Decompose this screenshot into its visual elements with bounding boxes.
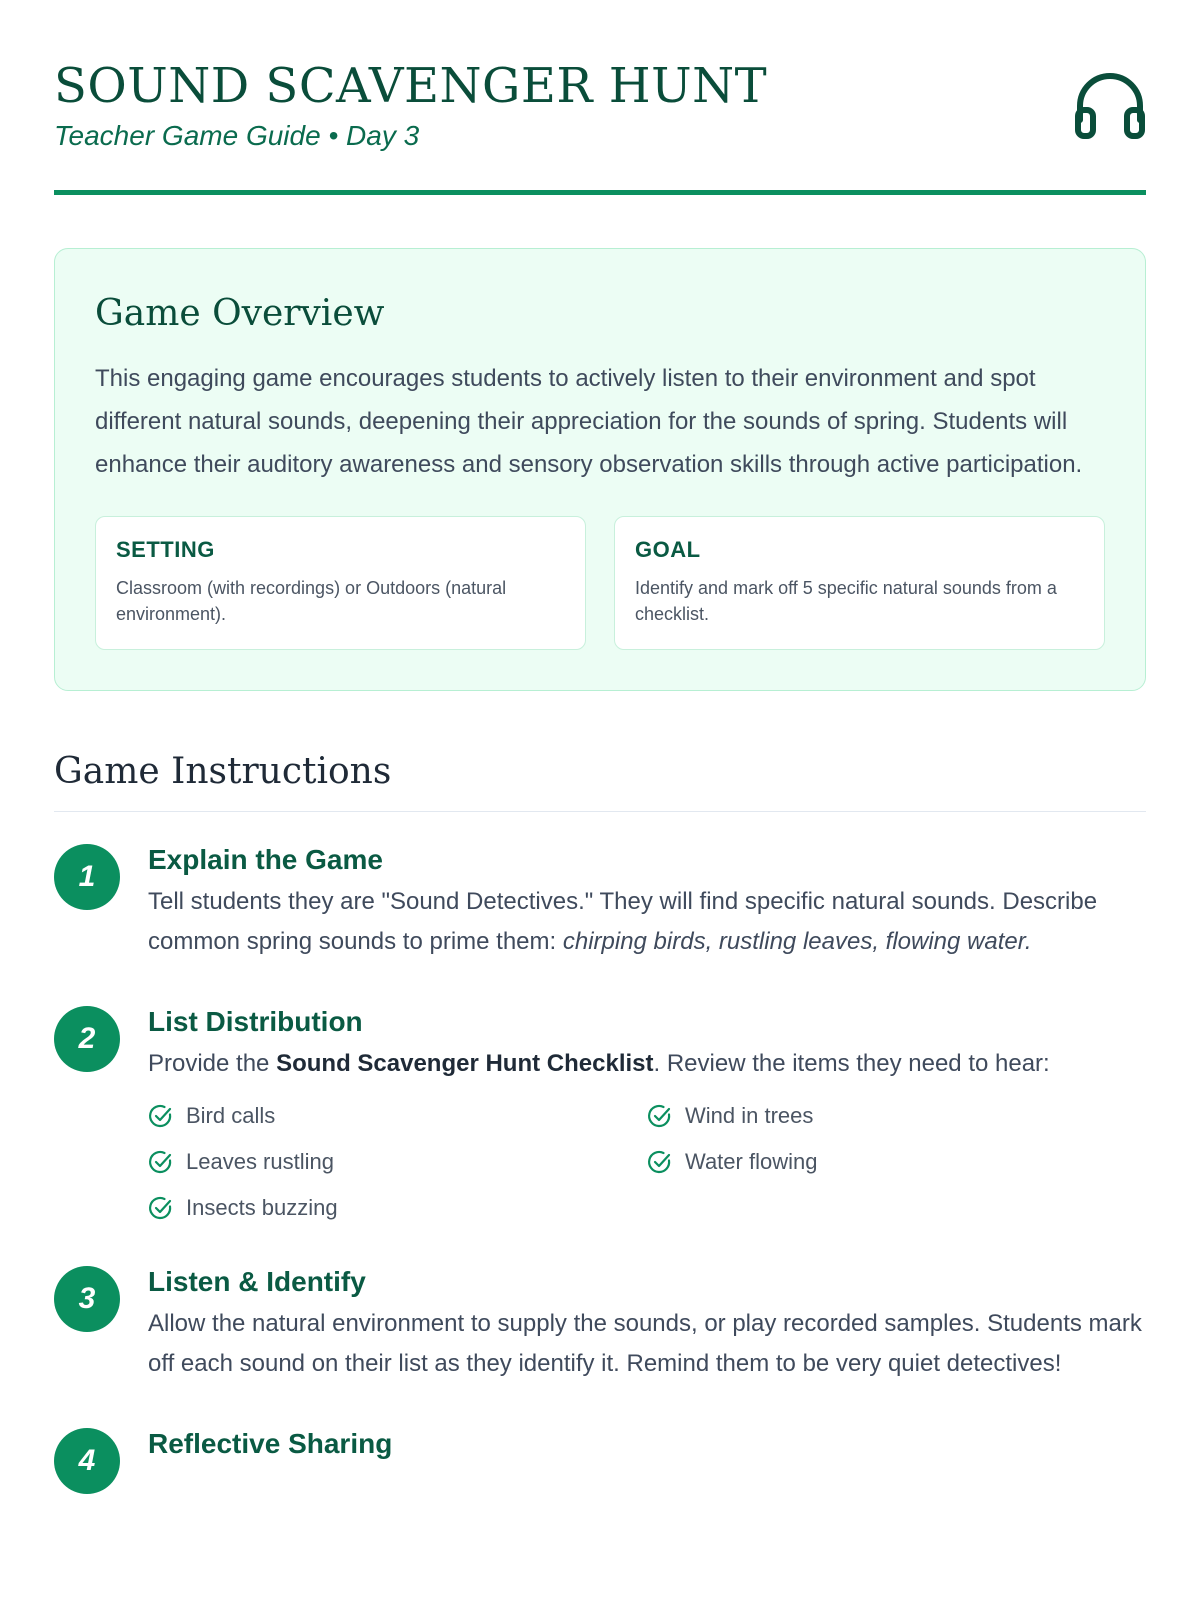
checklist-item-label: Leaves rustling <box>186 1149 334 1174</box>
step-text: Allow the natural environment to supply the sounds, or play recorded samples. Students mark off each sound on their list as they identify it. Remind them to be very quiet detectives! <box>148 1310 1142 1377</box>
header <box>54 0 1146 195</box>
step-body <box>148 840 1146 962</box>
checklist-item-label: Wind in trees <box>685 1103 814 1128</box>
step-number: 4 <box>54 1428 120 1494</box>
instructions-title: Game Instructions <box>54 747 1146 812</box>
step-text <box>148 882 1146 962</box>
step-body <box>148 1262 1146 1384</box>
goal-label: GOAL <box>635 537 701 562</box>
goal-card <box>614 516 1105 650</box>
step-body <box>148 1424 1146 1494</box>
checklist-name: Sound Scavenger Hunt Checklist <box>276 1050 654 1077</box>
setting-text: Classroom (with recordings) or Outdoors (natural environment). <box>116 578 507 624</box>
step-number: 2 <box>54 1006 120 1072</box>
checklist-item <box>148 1190 647 1226</box>
step-number: 1 <box>54 844 120 910</box>
step-number: 3 <box>54 1266 120 1332</box>
step-2 <box>54 1002 1146 1226</box>
step-text-main: Tell students they are "Sound Detectives." They will find specific natural sounds. Describe common spring sounds to prime them: <box>148 888 1098 955</box>
goal-text: Identify and mark off 5 specific natural sounds from a checklist. <box>635 578 1057 624</box>
step-3 <box>54 1262 1146 1384</box>
check-circle-icon <box>647 1149 673 1175</box>
step-title: Explain the Game <box>148 844 383 875</box>
step-text-examples: chirping birds, rustling leaves, flowing water. <box>562 928 1032 955</box>
check-circle-icon <box>148 1195 174 1221</box>
headphones-icon <box>1074 70 1146 142</box>
check-circle-icon <box>148 1103 174 1129</box>
step-body <box>148 1002 1146 1226</box>
checklist-item-label: Water flowing <box>685 1149 818 1174</box>
setting-card <box>95 516 586 650</box>
check-circle-icon <box>647 1103 673 1129</box>
page-subtitle: Teacher Game Guide • Day 3 <box>54 120 420 151</box>
setting-label: SETTING <box>116 537 215 562</box>
page-title: SOUND SCAVENGER HUNT <box>54 58 768 114</box>
step-text-outro: . Review the items they need to hear: <box>653 1050 1050 1077</box>
checklist-item <box>148 1098 647 1134</box>
check-circle-icon <box>148 1149 174 1175</box>
checklist-item-label: Bird calls <box>186 1103 276 1128</box>
step-1 <box>54 840 1146 962</box>
overview-text: This engaging game encourages students to actively listen to their environment and spot different natural sounds, deepening their appreciation for the sounds of spring. Students will enhance their auditory awareness and sensory observation skills through active participation. <box>95 365 1083 478</box>
overview-info-row <box>95 516 1105 650</box>
step-text-intro: Provide the <box>148 1050 277 1077</box>
checklist-item-label: Insects buzzing <box>186 1195 338 1220</box>
checklist-item <box>647 1098 1146 1134</box>
step-title: Listen & Identify <box>148 1266 366 1297</box>
step-4 <box>54 1424 1146 1494</box>
step-text <box>148 1044 1146 1084</box>
step-title: List Distribution <box>148 1006 363 1037</box>
checklist-item <box>148 1144 647 1180</box>
checklist-item <box>647 1144 1146 1180</box>
step-title: Reflective Sharing <box>148 1428 393 1459</box>
sound-checklist <box>148 1098 1146 1226</box>
game-overview-card <box>54 248 1146 691</box>
overview-title: Game Overview <box>95 293 385 334</box>
